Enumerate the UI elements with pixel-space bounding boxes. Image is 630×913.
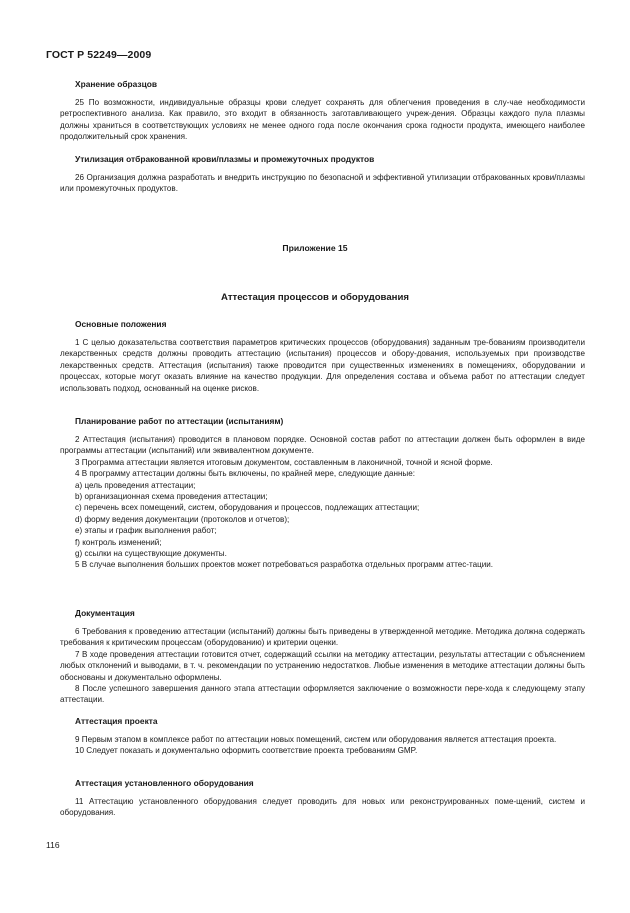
document-code: ГОСТ Р 52249—2009	[46, 49, 152, 61]
paragraph-4: 4 В программу аттестации должны быть включены, по крайней мере, следующие данные:	[75, 469, 415, 479]
paragraph-7: 7 В ходе проведения аттестации готовится отчет, содержащий ссылки на методику аттестации, результаты аттестации с объяснением любых отклонений и выводами, в т. ч. рекомендации по устранению недостатков. Любые изменения в методике аттестации должны быть обоснованы и документально оформлены.	[60, 649, 585, 682]
paragraph-11	[60, 796, 585, 819]
appendix-title: Аттестация процессов и оборудования	[221, 292, 409, 303]
documentation-body	[60, 626, 585, 706]
section-heading: Хранение образцов	[75, 79, 158, 89]
section-heading: Документация	[75, 608, 135, 618]
section-project-attestation	[60, 716, 585, 727]
appendix-label: Приложение 15	[282, 243, 348, 253]
list-item: a) цель проведения аттестации;	[75, 480, 196, 490]
paragraph-9: 9 Первым этапом в комплексе работ по аттестации новых помещений, систем или оборудования является аттестация проекта.	[75, 735, 557, 744]
list-item: g) ссылки на существующие документы.	[75, 549, 227, 559]
list-item: d) форму ведения документации (протоколов и отчетов);	[75, 514, 290, 524]
paragraph-text: 26 Организация должна разработать и внедрить инструкцию по безопасной и эффективной утилизации отбракованных крови/плазмы или промежуточных продуктов.	[60, 173, 585, 194]
paragraph-6: 6 Требования к проведению аттестации (испытаний) должны быть приведены в утвержденной методике. Методика должна содержать требования к критическим процессам (оборудованию) и критерии оценки.	[60, 627, 585, 648]
section-heading: Аттестация установленного оборудования	[75, 778, 254, 788]
list-item: c) перечень всех помещений, систем, оборудования и процессов, подлежащих аттестации;	[75, 503, 420, 513]
paragraph-text: 11 Аттестацию установленного оборудования следует проводить для новых или реконструированных поме-щений, систем и оборудования.	[60, 797, 585, 818]
paragraph-1	[60, 337, 585, 394]
paragraph-2: 2 Аттестация (испытания) проводится в плановом порядке. Основной состав работ по аттестации должен быть оформлен в виде программы аттестации (испытаний) или эквивалентном документе.	[60, 435, 585, 456]
section-installed-equipment	[60, 778, 585, 789]
paragraph-3: 3 Программа аттестации является итоговым документом, составленным в лаконичной, точной и ясной форме.	[75, 457, 493, 467]
paragraph-text: 1 С целью доказательства соответствия параметров критических процессов (оборудования) заданным тре-бованиям производители лекарственных средств должны проводить аттестацию (испытания) процессов и обору-дования, используемых при производстве лекарственных средств. Аттестация (испытания) также проводится при существенных изменениях в помещениях, оборудовании и процессах, которые могут оказать влияние на качество продукции. Для определения состава и объема работ по аттестации следует использовать подход, основанный на оценке рисков.	[60, 338, 585, 393]
section-heading: Основные положения	[75, 319, 167, 329]
list-item: f) контроль изменений;	[75, 537, 162, 547]
page-number: 116	[46, 840, 60, 850]
paragraph-10: 10 Следует показать и документально оформить соответствие проекта требованиям GMP.	[75, 746, 418, 756]
section-heading: Утилизация отбракованной крови/плазмы и промежуточных продуктов	[75, 154, 375, 164]
section-planning	[60, 416, 585, 427]
paragraph-text: 25 По возможности, индивидуальные образцы крови следует сохранять для облегчения проведения в слу-чае необходимости ретроспективного анализа. Как правило, это входит в обязанность заготавливающего учреж-дения. Образцы каждого пула плазмы должны храниться в соответствующих условиях не менее одного года после окончания срока годности продукта, имеющего наиболее продолжительный срок хранения.	[60, 98, 585, 142]
project-attestation-body	[60, 734, 585, 757]
list-item: e) этапы и график выполнения работ;	[75, 526, 217, 536]
planning-body	[60, 434, 585, 571]
section-heading: Планирование работ по аттестации (испытаниям)	[75, 416, 284, 426]
paragraph-5: 5 В случае выполнения больших проектов может потребоваться разработка отдельных программ аттес-тации.	[75, 560, 494, 570]
paragraph-26	[60, 172, 585, 195]
paragraph-8: 8 После успешного завершения данного этапа аттестации оформляется заключение о возможности пере-хода к следующему этапу аттестации.	[60, 684, 585, 705]
attestation-program-list	[60, 480, 585, 560]
paragraph-25	[60, 97, 585, 143]
section-waste-disposal	[60, 154, 585, 165]
section-sample-storage	[60, 79, 585, 90]
section-basic-provisions	[60, 319, 585, 330]
section-documentation	[60, 608, 585, 619]
section-heading: Аттестация проекта	[75, 716, 158, 726]
list-item: b) организационная схема проведения аттестации;	[75, 492, 268, 502]
